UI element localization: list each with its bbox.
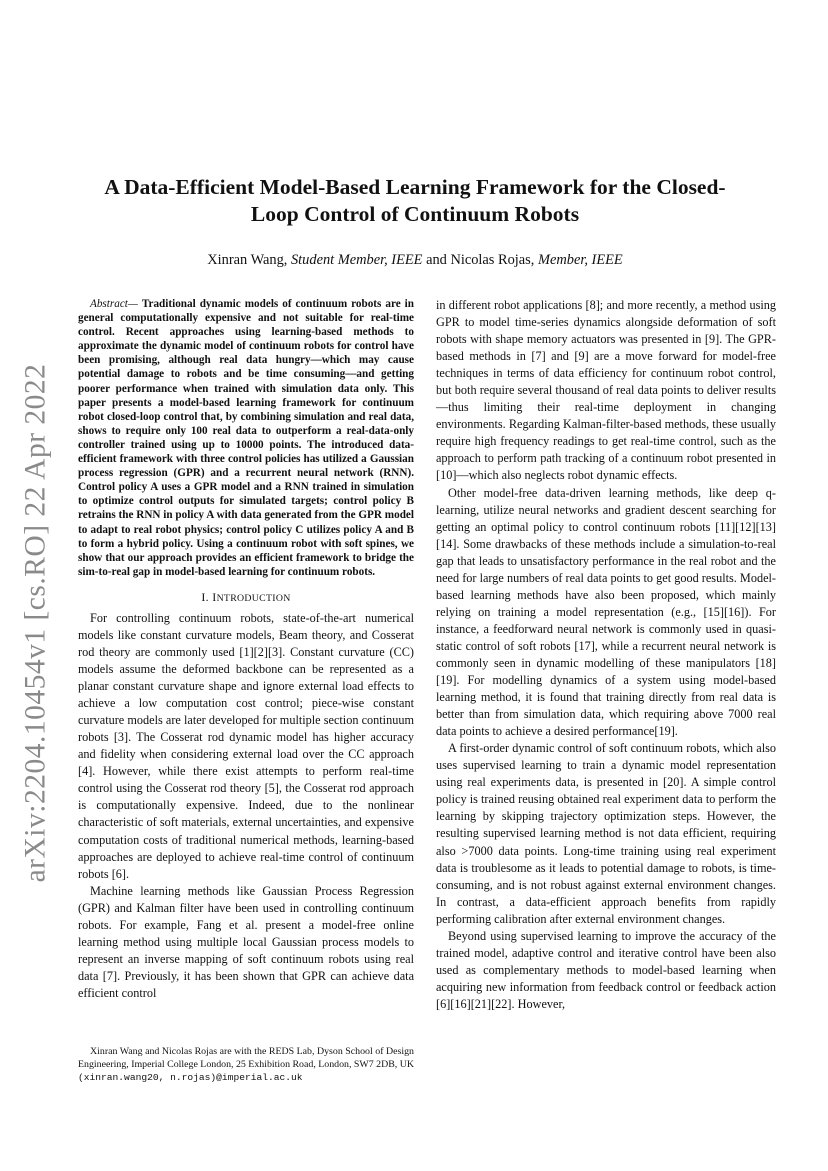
paper-title: A Data-Efficient Model-Based Learning Framework for the Closed-Loop Control of Continuum Robots (104, 175, 726, 226)
section-heading-introduction (78, 589, 414, 607)
arxiv-side-stamp (14, 363, 58, 883)
section-title-initial: I (212, 589, 217, 604)
author-line (95, 252, 735, 269)
abstract-dash: — (127, 298, 142, 310)
affiliation-footnote (78, 1045, 414, 1085)
footnote-text: Xinran Wang and Nicolas Rojas are with the REDS Lab, Dyson School of Design Engineering, Imperial College London, 25 Exhibition Road, London, SW7 2DB, UK (78, 1046, 414, 1071)
abstract (78, 297, 414, 579)
left-column (78, 297, 414, 1002)
abstract-label: Abstract (90, 298, 128, 310)
body-paragraph: Machine learning methods like Gaussian Process Regression (GPR) and Kalman filter have been used in controlling continuum robots. For example, Fang et al. present a model-free online learning method using multiple local Gaussian process models to represent an inverse mapping of soft continuum robots using real data [7]. Previously, it has been shown that GPR can achieve data efficient control (78, 883, 414, 1000)
author-1-role: Student Member, IEEE (290, 252, 423, 268)
footnote-emails: (xinran.wang20, n.rojas)@imperial.ac.uk (78, 1072, 303, 1084)
right-column (436, 297, 776, 1013)
section-title-rest: NTRODUCTION (216, 592, 291, 604)
arxiv-identifier: arXiv:2204.10454v1 [cs.RO] 22 Apr 2022 (19, 363, 52, 883)
body-paragraph: For controlling continuum robots, state-of-the-art numerical models like constant curvature models, Beam theory, and Cosserat rod theory are commonly used [1][2][3]. Constant curvature (CC) models assume the deformed backbone can be represented as a planar constant curvature shape and ignore external load effects to achieve a low computation cost control; piece-wise constant curvature models are later developed for multiple section continuum robots [3]. The Cosserat rod dynamic model has higher accuracy and fidelity when considering external load over the CC approach [4]. However, while there exist attempts to perform real-time control using the Cosserat rod theory [5], the Cosserat rod approach is computationally expensive. Indeed, due to the nonlinear characteristic of soft materials, external uncertainties, and expensive computation costs of traditional numerical methods, learning-based approaches are deployed to achieve real-time control of continuum robots [6]. (78, 610, 414, 881)
author-1: Xinran Wang, (207, 252, 291, 268)
abstract-text: Traditional dynamic models of continuum robots are in general computationally expensive and not suitable for real-time control. Recent approaches using learning-based methods to approximate the dynamic model of continuum robots for control have been promising, although real data hungry—which may cause potential damage to robots and be time consuming—and getting poorer performance when trained with simulation data only. This paper presents a model-based learning framework for continuum robot closed-loop control that, by combining simulation and real data, shows to require only 100 real data to outperform a real-data-only controller trained using up to 10000 points. The introduced data-efficient framework with three control policies has utilized a Gaussian process regression (GPR) and a recurrent neural network (RNN). Control policy A uses a GPR model and a RNN trained in simulation to optimize control outputs for simulated targets; control policy B retrains the RNN in policy A with data generated from the GPR model to adapt to real robot physics; control policy C utilizes policy A and B to form a hybrid policy. Using a continuum robot with soft spines, we show that our approach provides an efficient framework to bridge the sim-to-real gap in model-based learning for continuum robots. (78, 298, 414, 578)
section-numeral: I. (201, 589, 213, 604)
author-2: and Nicolas Rojas, (422, 252, 538, 268)
author-2-role: Member, IEEE (537, 252, 623, 268)
body-paragraph: A first-order dynamic control of soft continuum robots, which also uses supervised learning to train a dynamic model representation using real experiments data, is presented in [20]. A simple control policy is trained reusing obtained real experiment data to perform the learning by skipping trajectory optimization steps. However, the resulting supervised learning method is not data efficient, requiring also >7000 data points. Long-time training using real experiment data is troublesome as it leads to potential damage to robots, is time-consuming, and is not robust against external environment changes. In contrast, a data-efficient approach benefits from rapidly performing calibration after external environment changes. (436, 741, 776, 926)
body-paragraph: in different robot applications [8]; and more recently, a method using GPR to model time-series dynamics alongside deformation of soft robots with shape memory actuators was presented in [9]. The GPR-based methods in [7] and [9] are a move forward for model-free techniques in terms of data efficiency for continuum robot control, but both require several thousand of real data points to deliver results—thus limiting their real-time deployment in changing environments. Regarding Kalman-filter-based methods, these usually require high frequency readings to get real-time control, such as the approach to perform path tracking of a continuum robot presented in [10]—which also neglects robot dynamic effects. (436, 298, 776, 483)
body-paragraph: Beyond using supervised learning to improve the accuracy of the trained model, adaptive control and iterative control have been also used as complementary methods to model-based learning when acquiring new information from feedback control or feedback action [6][16][21][22]. However, (436, 928, 776, 1011)
body-paragraph: Other model-free data-driven learning methods, like deep q-learning, utilize neural networks and gradient descent searching for getting an optimal policy to control continuum robots [11][12][13][14]. Some drawbacks of these methods include a simulation-to-real gap that leads to unsatisfactory performance in the real robot and the need for large numbers of real data points to get good results. Model-based learning methods have also been proposed, which mainly relying on training a model representation (e.g., [15][16]). For instance, a feedforward neural network is commonly used in quasi-static control of soft robots [17], while a recurrent neural network is commonly seen in dynamic modelling of these manipulators [18][19]. For modelling dynamics of a system using model-based learning method, it is found that training directly from real data is better than from simulation data, which requiring above 7000 real data points to achieve a desired performance[19]. (436, 485, 776, 739)
